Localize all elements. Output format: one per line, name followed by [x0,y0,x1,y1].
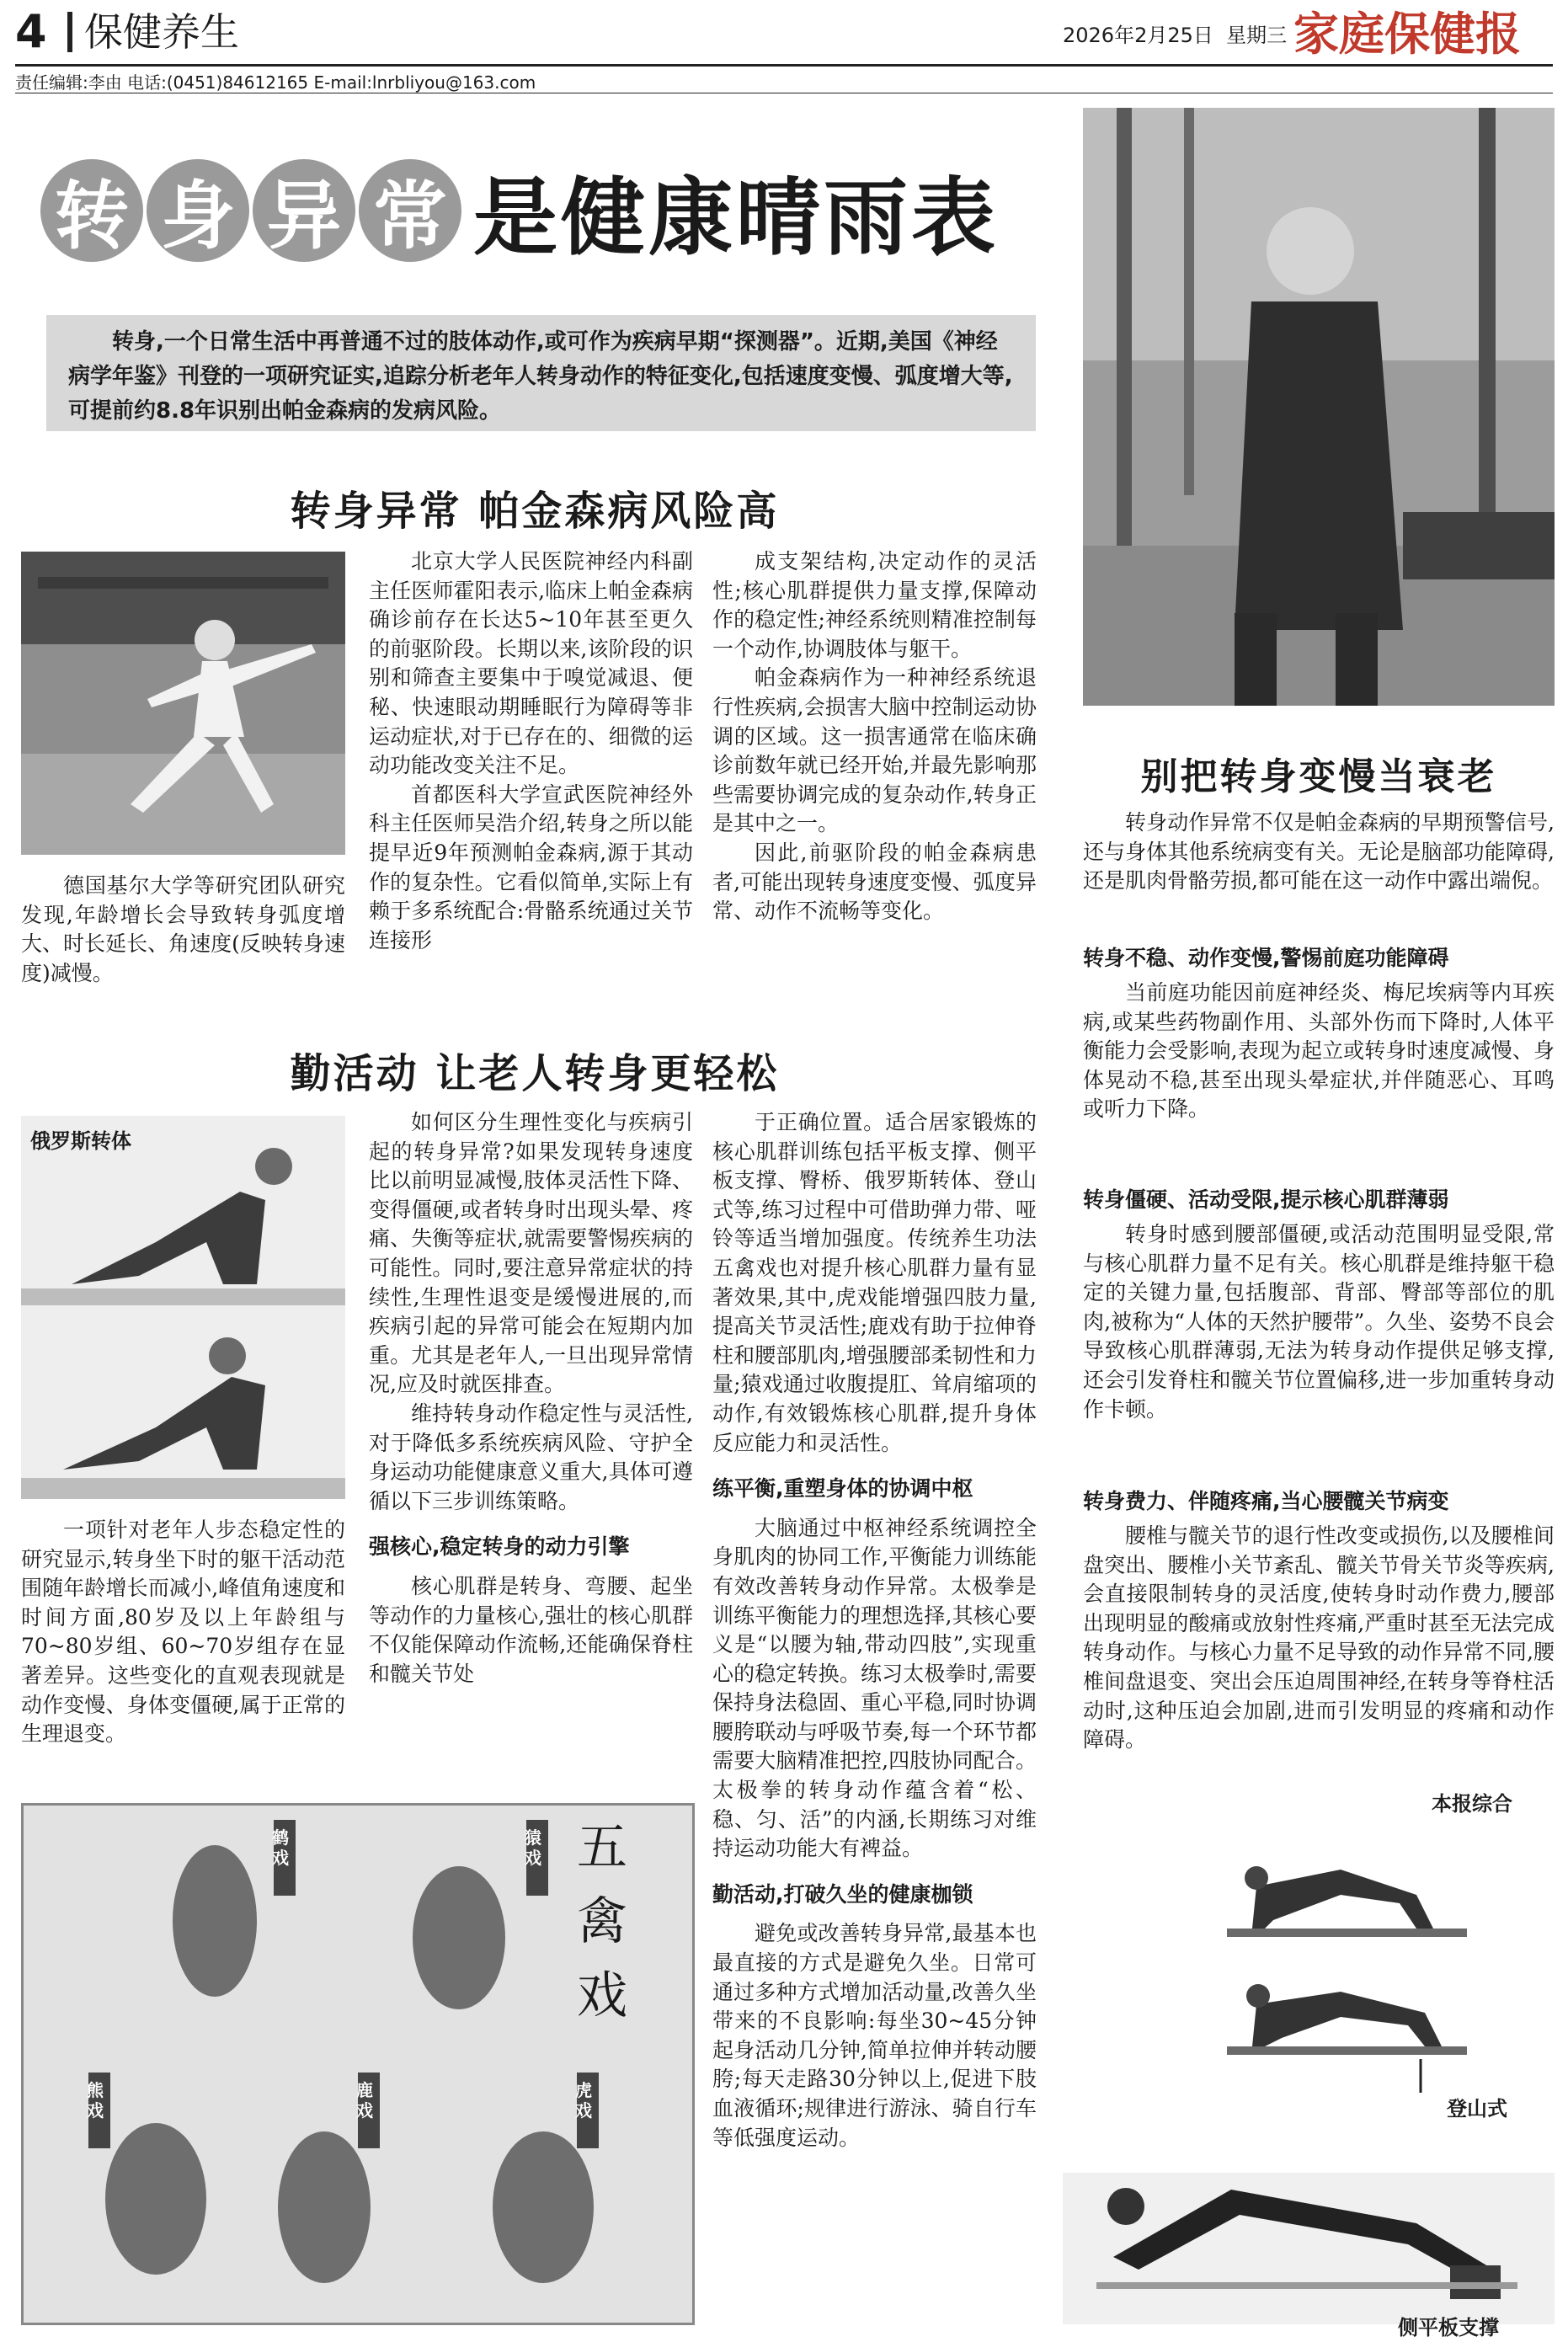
caption-text: 德国基尔大学等研究团队研究发现,年龄增长会导致转身弧度增大、时长延长、角速度(反映转身速度)减慢。 [21,873,345,985]
lead-paragraph: 转身,一个日常生活中再普通不过的肢体动作,或可作为疾病早期“探测器”。近期,美国《神经病学年鉴》刊登的一项研究证实,追踪分析老年人转身动作的特征变化,包括速度变慢、弧度增大等,可提前约8.8年识别出帕金森病的发病风险。 [46,315,1036,431]
section2-column-2 [712,1108,1037,2321]
caption-text: 一项针对老年人步态稳定性的研究显示,转身坐下时的躯干活动范围随年龄增长而减小,峰值角速度和时间方面,80岁及以上年龄组与70~80岁组、60~70岁组存在显著差异。这些变化的直观表现就是动作变慢、身体变僵硬,属于正常的生理退变。 [21,1518,345,1747]
section2-subhead-3: 勤活动,打破久坐的健康枷锁 [712,1881,973,1907]
credit: 本报综合 [1432,1792,1512,1816]
paragraph: 如何区分生理性变化与疾病引起的转身异常?如果发现转身速度比以前明显减慢,肢体灵活性下降、变得僵硬,或者转身时出现头晕、疼痛、失衡等症状,就需要警惕疾病的可能性。同时,要注意异常症状的持续性,生理性退变是缓慢进展的,而疾病引起的异常可能会在短期内加重。尤其是老年人,一旦出现异常情况,应及时就医排查。 [369,1110,693,1397]
elderly-man-turning-photo [1083,108,1555,706]
section2-title: 勤活动 让老人转身更轻松 [290,1050,780,1097]
section3-heading-1: 转身不稳、动作变慢,警惕前庭功能障碍 [1083,946,1449,970]
headline-circle-char: 转 [40,159,143,262]
header-rule [15,64,1553,67]
paragraph: 维持转身动作稳定性与灵活性,对于降低多系统疾病风险、守护全身运动功能健康意义重大,具体可遵循以下三步训练策略。 [369,1400,693,1513]
wuqinxi-title [573,1811,632,2033]
headline-rest: 是健康晴雨表 [473,168,999,267]
wuqinxi-title-char: 禽 [577,1892,627,1951]
section3-heading-3: 转身费力、伴随疼痛,当心腰髋关节病变 [1083,1489,1449,1513]
paragraph: 帕金森病作为一种神经系统退行性疾病,会损害大脑中控制运动协调的区域。这一损害通常在临床确诊前数年就已经开始,并最先影响那些需要协调完成的复杂动作,转身正是其中之一。 [712,665,1037,836]
deer-play-label: 鹿戏 [356,2080,373,2121]
ape-play-label: 猿戏 [525,1827,541,1868]
issue-date [1063,19,1287,48]
section3-paragraph-1 [1083,979,1555,1124]
section1-title: 转身异常 帕金森病风险高 [290,488,780,535]
paragraph: 首都医科大学宣武医院神经外科主任医师吴浩介绍,转身之所以能提早近9年预测帕金森病,源于其动作的复杂性。它看似简单,实际上有赖于多系统配合:骨骼系统通过关节连接形 [369,782,693,952]
editor-line: 责任编辑:李由 电话:(0451)84612165 E-mail:lnrbliyou@163.com [15,72,536,93]
paragraph: 避免或改善转身异常,最基本也最直接的方式是避免久坐。日常可通过多种方式增加活动量,改善久坐带来的不良影响:每坐30~45分钟起身活动几分钟,简单拉伸并转动腰胯;每天走路30分钟以上,促进下肢血液循环;规律进行游泳、骑自行车等低强度运动。 [712,1921,1037,2150]
exercise-photo-stack [1063,1819,1555,2324]
section-name: 保健养生 [84,9,239,55]
paragraph: 转身时感到腰部僵硬,或活动范围明显受限,常与核心肌群力量不足有关。核心肌群是维持躯干稳定的关键力量,包括腹部、背部、臀部等部位的肌肉,被称为“人体的天然护腰带”。久坐、姿势不良会导致核心肌群薄弱,无法为转身动作提供足够支撑,还会引发脊柱和髋关节位置偏移,进一步加重转身动作卡顿。 [1083,1222,1555,1422]
section1-column-2 [712,547,1037,994]
section3-paragraph-2 [1083,1220,1555,1424]
paragraph: 核心肌群是转身、弯腰、起坐等动作的力量核心,强壮的核心肌群不仅能保障动作流畅,还能确保脊柱和髋关节处 [369,1573,693,1686]
headline-circle-char: 常 [359,159,461,262]
section3-intro [1083,808,1555,896]
paragraph: 成支架结构,决定动作的灵活性;核心肌群提供力量支撑,保障动作的稳定性;神经系统则精准控制每一个动作,协调肢体与躯干。 [712,549,1037,661]
date-text: 2026年2月25日 [1063,24,1213,47]
tiger-play-label: 虎戏 [575,2080,592,2121]
newspaper-name: 家庭保健报 [1293,7,1521,61]
russian-twist-label: 俄罗斯转体 [30,1129,131,1153]
headline-circle-char: 异 [253,159,355,262]
section2-subhead-1: 强核心,稳定转身的动力引擎 [369,1534,630,1560]
taichi-caption [21,872,345,988]
wuqinxi-title-char: 五 [577,1818,627,1877]
section1-column-1 [369,547,693,994]
paragraph: 大脑通过中枢神经系统调控全身肌肉的协同工作,平衡能力训练能有效改善转身动作异常。太极拳是训练平衡能力的理想选择,其核心要义是“以腰为轴,带动四肢”,实现重心的稳定转换。练习太极拳时,需要保持身法稳固、重心平稳,同时协调腰胯联动与呼吸节奏,每一个环节都需要大脑精准把控,四肢协同配合。太极拳的转身动作蕴含着“松、稳、匀、活”的内涵,长期练习对维持运动功能大有裨益。 [712,1515,1037,1861]
section3-heading-2: 转身僵硬、活动受限,提示核心肌群薄弱 [1083,1187,1449,1212]
headline [40,152,999,269]
paragraph: 转身动作异常不仅是帕金森病的早期预警信号,还与身体其他系统病变有关。无论是脑部功能障碍,还是肌肉骨骼劳损,都可能在这一动作中露出端倪。 [1083,810,1555,894]
paragraph: 因此,前驱阶段的帕金森病患者,可能出现转身速度变慢、弧度异常、动作不流畅等变化。 [712,840,1037,924]
section2-subhead-2: 练平衡,重塑身体的协调中枢 [712,1476,973,1502]
taichi-photo [21,552,345,855]
paragraph: 北京大学人民医院神经内科副主任医师霍阳表示,临床上帕金森病确诊前存在长达5~10年甚至更久的前驱阶段。长期以来,该阶段的识别和筛查主要集中于嗅觉减退、便秘、快速眼动期睡眠行为障碍等非运动症状,对于已存在的、细微的运动功能改变关注不足。 [369,549,693,778]
section2-column-1 [369,1108,693,1816]
headline-circle-char: 身 [147,159,249,262]
paragraph: 于正确位置。适合居家锻炼的核心肌群训练包括平板支撑、侧平板支撑、臀桥、俄罗斯转体、登山式等,练习过程中可借助弹力带、哑铃等适当增加强度。传统养生功法五禽戏也对提升核心肌群力量有显著效果,其中,虎戏能增强四肢力量,提高关节灵活性;鹿戏有助于拉伸脊柱和腰部肌肉,增强腰部柔韧性和力量;猿戏通过收腹提肛、耸肩缩项的动作,有效锻炼核心肌群,提升身体反应能力和灵活性。 [712,1110,1037,1455]
russian-twist-photo [21,1116,345,1499]
mountain-climber-label: 登山式 [1447,2097,1507,2121]
paragraph: 当前庭功能因前庭神经炎、梅尼埃病等内耳疾病,或某些药物副作用、头部外伤而下降时,人体平衡能力会受影响,表现为起立或转身时速度减慢、身体晃动不稳,甚至出现头晕症状,并伴随恶心、耳鸣或听力下降。 [1083,980,1555,1122]
weekday-text: 星期三 [1226,24,1288,47]
page-number: 4 [15,5,47,58]
side-plank-label: 侧平板支撑 [1398,2316,1499,2339]
crane-play-label: 鹤戏 [272,1827,289,1868]
russian-twist-caption [21,1516,345,1749]
bear-play-label: 熊戏 [87,2080,104,2121]
section3-paragraph-3 [1083,1522,1555,1755]
section-divider [67,12,72,52]
paragraph: 腰椎与髋关节的退行性改变或损伤,以及腰椎间盘突出、腰椎小关节紊乱、髋关节骨关节炎等疾病,会直接限制转身的灵活度,使转身时动作费力,腰部出现明显的酸痛或放射性疼痛,严重时甚至无法完成转身动作。与核心力量不足导致的动作异常不同,腰椎间盘退变、突出会压迫周围神经,在转身等脊柱活动时,这种压迫会加剧,进而引发明显的疼痛和动作障碍。 [1083,1523,1555,1752]
section3-title: 别把转身变慢当衰老 [1140,755,1497,798]
wuqinxi-title-char: 戏 [577,1966,627,2025]
